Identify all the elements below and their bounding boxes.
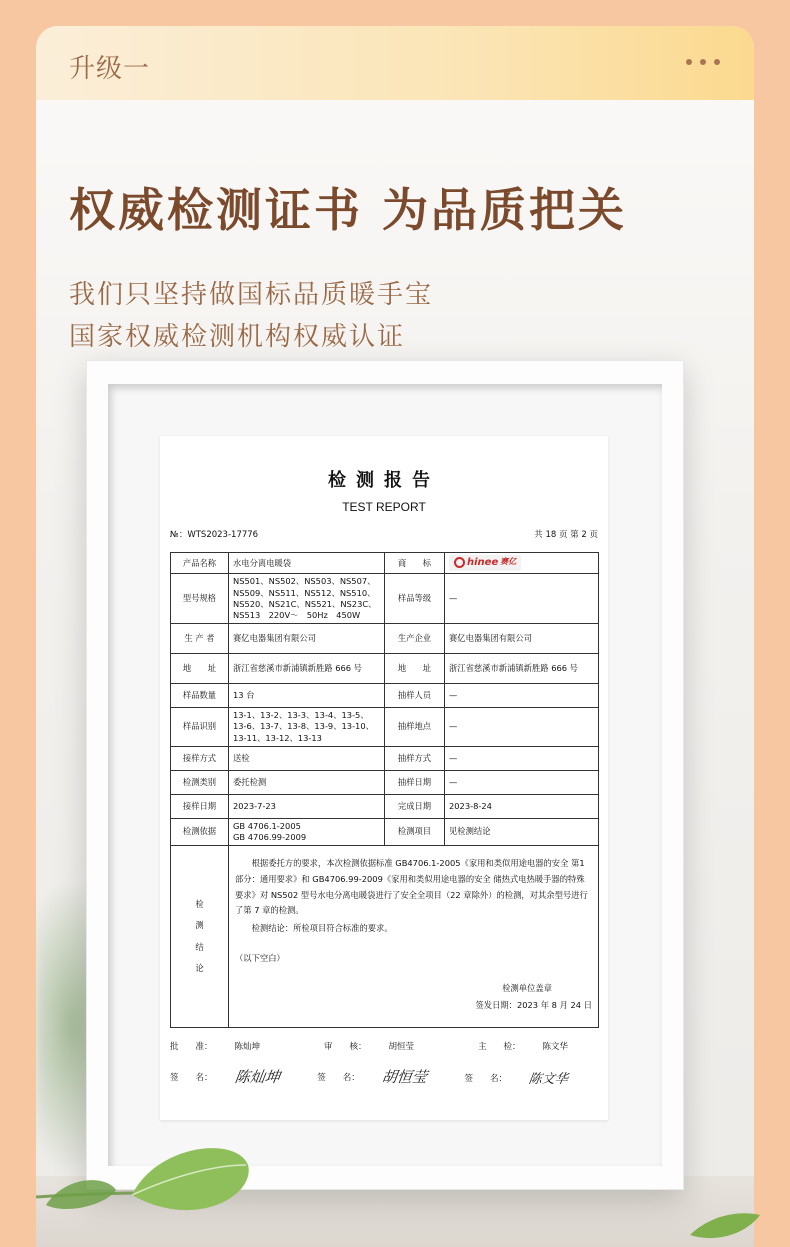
- cell-label: 样品识别: [171, 708, 229, 747]
- page-title: 权威检测证书 为品质把关: [69, 183, 628, 237]
- page-info: 共 18 页 第 2 页: [534, 530, 598, 540]
- card-header: [36, 26, 754, 100]
- cell-label: 生 产 者: [171, 624, 229, 654]
- test-report-document: [160, 436, 608, 1120]
- approve-pair: [170, 1040, 260, 1052]
- brand-s-icon: [454, 557, 465, 568]
- cell-label: 商 标: [385, 553, 445, 574]
- conclusion-label: [171, 846, 229, 1028]
- trademark-cell: [445, 553, 599, 574]
- cell-value: —: [445, 770, 599, 794]
- report-table: [170, 552, 599, 1028]
- table-row: [171, 553, 599, 574]
- cell-label: 产品名称: [171, 553, 229, 574]
- cell-label: 样品数量: [171, 684, 229, 708]
- cell-value: —: [445, 708, 599, 747]
- cell-value: —: [445, 574, 599, 624]
- review-label: 审 核：: [323, 1042, 367, 1053]
- table-row: [171, 684, 599, 708]
- conclusion-row: [171, 846, 599, 1028]
- stamp-line: 检测单位盖章: [502, 982, 552, 993]
- handwritten-signature: 胡恒莹: [380, 1068, 428, 1087]
- brand-text: hinee: [467, 557, 499, 568]
- basis-standard-2: GB 4706.99-2009: [233, 831, 307, 842]
- cell-label: 接样方式: [171, 746, 229, 770]
- cell-label: 接样日期: [171, 794, 229, 818]
- cell-label: 完成日期: [385, 794, 445, 818]
- approve-label: 批 准：: [170, 1042, 213, 1053]
- signature-pair-3: [464, 1068, 568, 1087]
- table-row: [171, 794, 599, 818]
- subtitle-line-1: 我们只坚持做国标品质暖手宝: [69, 280, 434, 310]
- inspect-pair: [478, 1040, 568, 1052]
- content-card: [36, 26, 754, 1247]
- cell-label: 地 址: [171, 654, 229, 684]
- cell-value: 水电分离电暖袋: [229, 553, 385, 574]
- table-row: [171, 574, 599, 624]
- cell-label: 地 址: [385, 654, 445, 684]
- conclusion-paragraph-2: 检测结论：所检项目符合标准的要求。: [251, 923, 393, 934]
- table-row: [171, 624, 599, 654]
- cell-value: —: [445, 746, 599, 770]
- cell-value: 13 台: [229, 684, 385, 708]
- cell-value: 13-1、13-2、13-3、13-4、13-5、13-6、13-7、13-8、13-9、13-10、13-11、13-12、13-13: [229, 708, 385, 747]
- blank-note: （以下空白）: [235, 952, 285, 963]
- report-number: №：WTS2023-17776: [170, 530, 259, 540]
- cell-value: 赛亿电器集团有限公司: [445, 624, 599, 654]
- report-title: 检测报告: [328, 470, 440, 491]
- cell-value: 浙江省慈溪市新浦镇新胜路 666 号: [445, 654, 599, 684]
- signature-row: [170, 1066, 598, 1087]
- report-meta: [170, 528, 598, 540]
- table-row: [171, 746, 599, 770]
- cell-value: 2023-7-23: [229, 794, 385, 818]
- review-pair: [324, 1040, 414, 1052]
- cell-label: 检测类别: [171, 770, 229, 794]
- conclusion-label-text: 检测结论: [195, 898, 204, 974]
- header-label: 升级一: [69, 54, 151, 84]
- issue-date: 签发日期：2023 年 8 月 24 日: [475, 999, 592, 1010]
- cell-value: 见检测结论: [445, 818, 599, 845]
- brand-logo: [449, 555, 521, 571]
- cell-label: 检测依据: [171, 818, 229, 845]
- cell-value: NS501、NS502、NS503、NS507、NS509、NS511、NS512、NS510、NS520、NS21C、NS521、NS23C、NS513 220V～ 50Hz 450W: [229, 574, 385, 624]
- cell-value: 送检: [229, 746, 385, 770]
- table-row: [171, 770, 599, 794]
- cell-label: 抽样日期: [385, 770, 445, 794]
- cell-label: 生产企业: [385, 624, 445, 654]
- leaf-decoration-icon: [36, 1135, 296, 1245]
- review-name: 胡恒莹: [388, 1042, 415, 1053]
- cell-label: 样品等级: [385, 574, 445, 624]
- signoff-names-row: [170, 1040, 598, 1052]
- cell-value: 2023-8-24: [445, 794, 599, 818]
- subtitle-line-2: 国家权威检测机构权威认证: [69, 322, 406, 352]
- conclusion-body: [229, 846, 599, 1028]
- signature-pair-1: [170, 1066, 280, 1087]
- picture-frame: [86, 360, 684, 1190]
- cell-label: 抽样人员: [385, 684, 445, 708]
- cell-label: 检测项目: [385, 818, 445, 845]
- cell-value: 浙江省慈溪市新浦镇新胜路 666 号: [229, 654, 385, 684]
- conclusion-paragraph-1: 根据委托方的要求，本次检测依据标准 GB4706.1-2005《家用和类似用途电器的安全 第1部分：通用要求》和 GB4706.99-2009《家用和类似用途电器的安全 储热式电热暖手器的特殊要求》对 NS502 型号水电分离电暖袋进行了安全全项目（22 章除外）的检测，对其余型号进行了第 7 章的检测。: [235, 858, 588, 916]
- frame-mat: [108, 384, 662, 1166]
- cell-label: 抽样地点: [385, 708, 445, 747]
- sign-label: 签 名：: [170, 1072, 213, 1083]
- handwritten-signature: 陈灿坤: [233, 1068, 281, 1087]
- handwritten-signature: 陈文华: [527, 1072, 569, 1088]
- report-subtitle: TEST REPORT: [342, 500, 426, 514]
- more-dots-icon[interactable]: [686, 59, 720, 65]
- inspect-name: 陈文华: [542, 1042, 568, 1053]
- leaf-tip-icon: [690, 1205, 760, 1245]
- signature-pair-2: [317, 1066, 427, 1087]
- table-row: [171, 654, 599, 684]
- approve-name: 陈灿坤: [234, 1042, 261, 1053]
- cell-value: 委托检测: [229, 770, 385, 794]
- cell-value: —: [445, 684, 599, 708]
- cell-label: 抽样方式: [385, 746, 445, 770]
- table-row: [171, 708, 599, 747]
- cell-label: 型号规格: [171, 574, 229, 624]
- inspect-label: 主 检：: [477, 1042, 521, 1053]
- sign-label: 签 名：: [464, 1073, 507, 1084]
- basis-standard-1: GB 4706.1-2005: [233, 820, 301, 831]
- table-row: [171, 818, 599, 845]
- cell-value: 赛亿电器集团有限公司: [229, 624, 385, 654]
- sign-label: 签 名：: [317, 1072, 360, 1083]
- brand-cn: 赛亿: [500, 557, 517, 567]
- cell-value: [229, 818, 385, 845]
